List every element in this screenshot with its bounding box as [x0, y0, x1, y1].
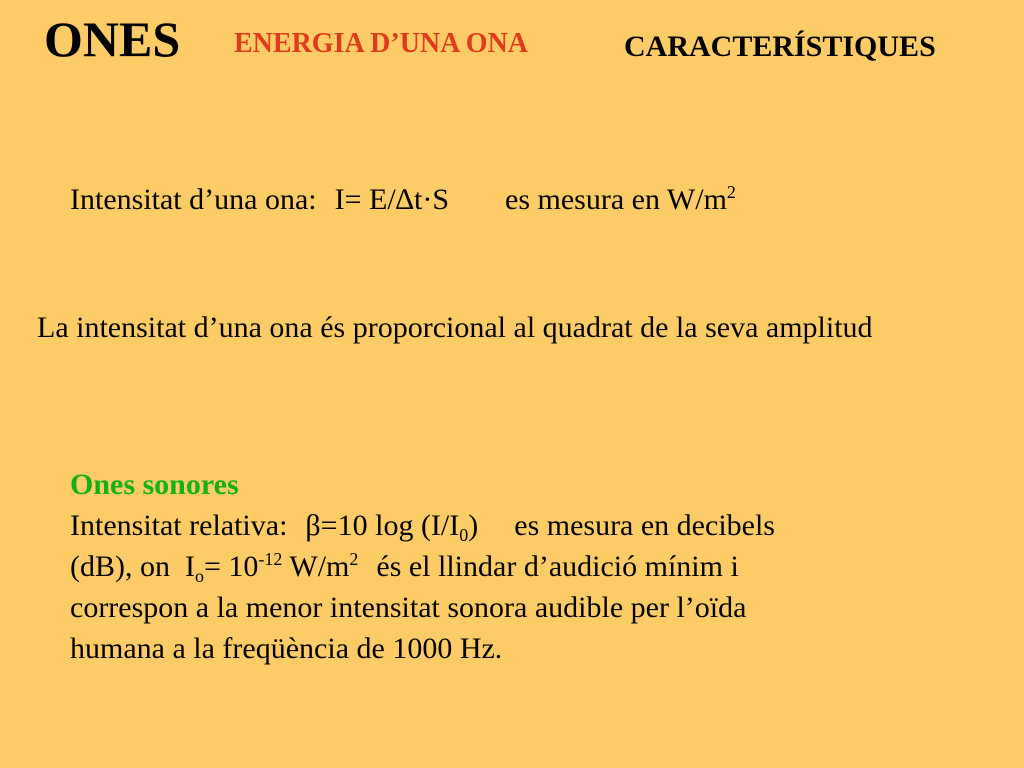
intensity-unit-exponent: 2 [726, 182, 736, 202]
intensity-label: Intensitat d’una ona: [70, 183, 317, 216]
threshold-text: és el llindar d’audició mínim i [376, 550, 739, 583]
io-base: I [185, 550, 195, 583]
io-equals: = 10 [204, 550, 259, 583]
proportionality-statement: La intensitat d’una ona és proporcional al quadrat de la seva amplitud [37, 311, 873, 344]
io-unit: W/m [282, 550, 350, 583]
intensity-unit: es mesura en W/m [505, 183, 727, 216]
db-on-text: (dB), on [70, 550, 170, 583]
io-unit-exponent: 2 [349, 549, 359, 569]
threshold-line [70, 546, 775, 587]
sound-waves-heading: Ones sonores [70, 468, 239, 501]
sound-waves-block [70, 464, 775, 669]
beta-formula-subscript: 0 [459, 525, 469, 545]
beta-formula-close: ) [468, 509, 479, 542]
beta-formula: β=10 log (I/I [305, 509, 460, 542]
relative-intensity-line [70, 505, 775, 546]
sound-line-4: humana a la freqüència de 1000 Hz. [70, 632, 503, 665]
slide-title: ONES [44, 11, 181, 67]
intensity-definition [70, 183, 736, 216]
section-heading: CARACTERÍSTIQUES [624, 30, 936, 63]
io-exponent: -12 [258, 549, 283, 569]
slide-subtitle: ENERGIA D’UNA ONA [234, 28, 529, 59]
sound-line-3: correspon a la menor intensitat sonora audible per l’oïda [70, 591, 747, 624]
intensity-formula: I= E/∆t·S [334, 183, 450, 216]
relative-intensity-label: Intensitat relativa: [70, 509, 288, 542]
io-subscript: o [195, 566, 204, 586]
decibel-text: es mesura en decibels [514, 509, 775, 542]
